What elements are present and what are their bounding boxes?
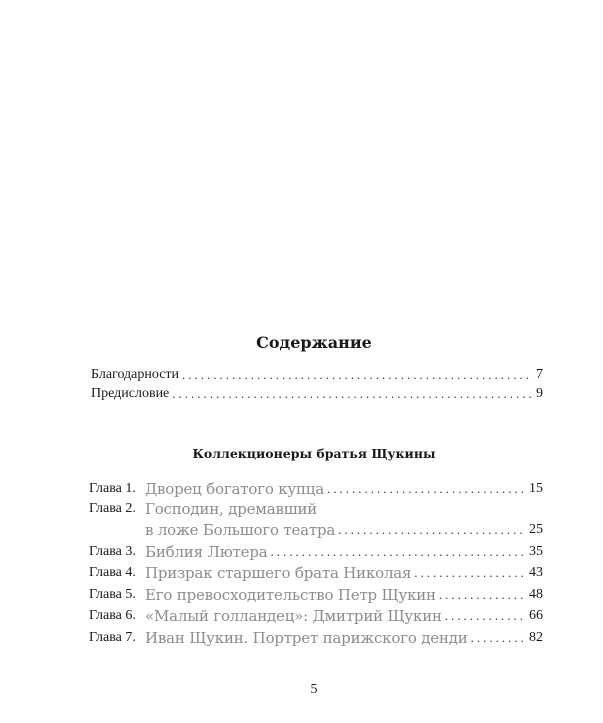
chapter-title: Его превосходительство Петр Щукин [145,585,436,604]
chapter-page: 15 [529,480,543,496]
toc-entry-chapter-2[interactable] [89,498,543,518]
chapter-page: 35 [529,543,543,559]
chapter-label: Глава 5. [89,586,136,602]
chapter-title-line-2: в ложе Большого театра [145,521,336,539]
dot-leader [471,631,526,647]
chapter-title: Иван Щукин. Портрет парижского денди [145,628,468,647]
toc-entry-chapter-7[interactable] [89,625,543,647]
chapter-page: 82 [529,629,543,645]
toc-entry-title: Предисловие [91,386,170,401]
toc-entry-chapter-1[interactable] [89,476,543,498]
chapter-label: Глава 7. [89,629,136,645]
chapter-label: Глава 6. [89,608,136,623]
page-number: 5 [310,682,318,697]
toc-entry-acknowledgements[interactable] [91,364,543,383]
dot-leader [182,368,533,383]
toc-title: Содержание [256,333,372,352]
chapter-page: 48 [529,586,543,602]
toc-entry-preface[interactable] [91,383,543,402]
chapter-label: Глава 1. [89,480,136,496]
chapter-label-spacer [89,538,145,539]
toc-entry-chapter-6[interactable] [89,604,543,626]
chapter-page: 43 [529,565,543,580]
toc-entry-chapter-5[interactable] [89,582,543,604]
chapter-label: Глава 4. [89,565,136,580]
section-heading: Коллекционеры братья Щукины [192,446,436,461]
chapter-page: 25 [529,522,543,537]
chapter-title: Библия Лютера [145,542,268,561]
chapter-label: Глава 3. [89,543,136,559]
dot-leader [327,482,526,498]
chapter-title: Дворец богатого купца [145,479,325,498]
chapter-page: 66 [529,608,543,623]
toc-entry-page: 9 [536,386,543,401]
toc-entry-page: 7 [536,367,543,382]
dot-leader [445,609,526,625]
chapter-label: Глава 2. [89,500,136,516]
chapter-list [89,476,543,647]
toc-entry-chapter-4[interactable] [89,561,543,583]
front-matter-list [91,364,543,402]
chapter-title: Призрак старшего брата Николая [145,564,412,582]
dot-leader [414,566,526,582]
toc-entry-chapter-2-continued[interactable] [89,518,543,540]
chapter-title: «Малый голландец»: Дмитрий Щукин [145,607,442,625]
dot-leader [338,523,526,539]
toc-entry-chapter-3[interactable] [89,539,543,561]
toc-entry-title: Благодарности [91,367,180,382]
dot-leader [271,545,526,561]
dot-leader [439,588,526,604]
chapter-title-line-1: Господин, дремавший [145,499,318,518]
dot-leader [172,387,533,402]
